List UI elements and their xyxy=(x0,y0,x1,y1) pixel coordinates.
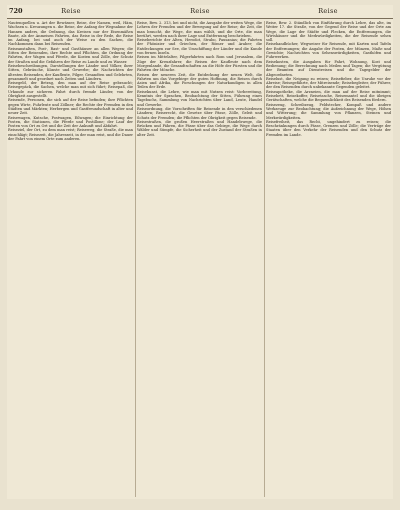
paragraph: Reisestraßen, die großen Heerstraßen und Handelswege, die Brücken und Fähren, die Pässe über das Gebirge, die Wege durch Wälder und Sümpfe, die Sicherheit und der Zustand der Straßen in alter Zeit. xyxy=(137,119,262,137)
column-divider xyxy=(264,21,265,497)
paragraph: Reiselust, die Neigung zu reisen; Reisefieber, die Unruhe vor der Abreise; Reisegefährte, der Mitreisende; Reisebegleiter, der Führer, der den Reisenden durch unbekannte Gegenden geleitet. xyxy=(266,76,391,90)
paragraph: Reise, Bew. 2. 313, bei und nicht, die Ausgabe der weiten Wege, die Lehren der Fremden und der Bewegung auf der Reise; die Zeit, die man braucht, die Wege, die man wählt, und die Orte, die man berührt, werden nach ihrer Lage und Entfernung beschrieben. xyxy=(137,21,262,38)
paragraph: Reisebeschreibungen, Darstellungen der Länder und Völker, ihrer Sitten, Gebräuche, Künste und Gewerbe; die Nachrichten der ältesten Reisenden, der Kaufleute, Pilger, Gesandten und Gelehrten, gesammelt und geordnet nach Zeiten und Ländern. xyxy=(8,63,133,81)
paragraph: Reisen im Mittelalter, Pilgerfahrten nach Rom und Jerusalem, die Züge der Kreuzfahrer, die Reisen der Kaufleute nach dem Morgenlande, die Gesandtschaften an die Höfe der Fürsten und die Fahrten der Mönche. xyxy=(137,55,262,73)
headword-left: Reise xyxy=(61,7,81,15)
paragraph: Reisefreiheit, das Recht, ungehindert zu reisen; die Beschränkungen durch Pässe, Grenzen und Zölle; die Verträge der Staaten über den Verkehr der Reisenden und den Schutz der Fremden im Lande. xyxy=(266,119,391,137)
text-column-1 xyxy=(8,21,133,497)
paragraph: Reiseapotheke, die Arzneien, die man auf der Reise mitnimmt; Reisebett, Reisekoffer, Reisetasche, Reisemantel und die übrigen Gerätschaften, welche die Bequemlichkeit des Reisenden fördern. xyxy=(266,89,391,103)
headword-right: Reise xyxy=(318,7,338,15)
paragraph: Reiseordnung, die Vorschriften für Reisende in den verschiedenen Ländern; Reiserecht, die Gesetze über Pässe, Zölle, Geleit und Schutz der Fremden; die Pflichten der Obrigkeit gegen Reisende. xyxy=(137,106,262,120)
paragraph: Reisewagen, Kutsche, Postwagen, Eilwagen; die Einrichtung der Posten, die Stationen, die Pferde und Postillone; der Lauf der Posten von Ort zu Ort und die Zeit der Ankunft und Abfahrt. xyxy=(8,115,133,129)
paragraph: Reiseberichte der Alten, Herodot, Strabo, Pausanias; die Fahrten der Phönizier und Griechen, der Römer und Araber; die Entdeckungen zur See, die Umschiffung der Länder und die Kunde von fernen Inseln. xyxy=(137,38,262,56)
dictionary-page xyxy=(7,5,393,499)
paragraph: Reisezeug, Schreibzeug, Feldstecher, Kompaß und andere Werkzeuge zur Beobachtung; die Aufzeichnung der Wege, Höhen und Witterung; die Sammlung von Pflanzen, Steinen und Merkwürdigkeiten. xyxy=(266,102,391,120)
paragraph: Reise, Bew. 2. Ständlich von Einführung durch Lehre, das alte, im Weiter 17. die Straße, von der Gegend der Reise und der Orte am Wege, die Lage der Städte und Flecken, die Entfernungen, die Wirtshäuser und die Merkwürdigkeiten, die der Reisende sehen soll. xyxy=(266,21,391,43)
paragraph: Reisen der neueren Zeit, die Entdeckung der neuen Welt, die Fahrten um das Vorgebirge der guten Hoffnung, die Reisen durch Asien und Afrika, die Forschungen der Naturkundigen in allen Teilen der Erde. xyxy=(137,72,262,90)
headword-center: Reise xyxy=(190,7,210,15)
paragraph: Reiseziel, der Ort, zu dem man reist; Reiseweg, die Straße, die man einschlägt; Reisezeit, die Jahreszeit, in der man reist, und die Dauer der Fahrt von einem Orte zum anderen. xyxy=(8,128,133,142)
paragraph: Reisegeld, der Betrag, den man auf der Reise gebraucht; Reisegepäck, die Sachen, welche man mit sich führt; Reisepaß, die Urkunde zur sicheren Fahrt durch fremde Länder, von der Obrigkeit ausgestellt. xyxy=(8,81,133,99)
paragraph: Reisende, Personen, die sich auf der Reise befinden; ihre Pflichten gegen Wirte, Fuhrleute und Zöllner; die Rechte der Fremden in den Städten und Märkten; Herbergen und Gastfreundschaft in alter und neuer Zeit. xyxy=(8,98,133,116)
paragraph: Reisekunst, die Lehre, wie man mit Nutzen reist: Vorbereitung, Kenntnis der Sprachen, Beobachtung der Sitten, Führung eines Tagebuchs, Sammlung von Nachrichten über Land, Leute, Handel und Gewerbe. xyxy=(137,89,262,107)
page-number: 720 xyxy=(9,7,23,15)
paragraph: Reisekosten, die Ausgaben für Fahrt, Wohnung, Kost und Bedienung; die Berechnung nach Meilen und Tagen; die Vergütung der Beamten auf Dienstreisen und die Tagegelder der Abgeordneten. xyxy=(266,59,391,77)
header-rule xyxy=(7,18,393,19)
column-divider xyxy=(135,21,136,497)
text-column-3 xyxy=(266,21,391,497)
running-header xyxy=(7,5,393,18)
text-column-2 xyxy=(137,21,262,497)
paragraph: Nautenquellen u. Art der Bewässer, Reise, der Namen, weil, Häm, Wachsen u. Kreuzungen u. die Reise, der Anfang der Wegnahme der Hannen anders, die Ordnung, das Kreisen nur der Eisenmäßen Baute, als der Anmeisen Fahrten, das Reise in der Rede, die Reise im Anfang, bei und auch der Weise zu den Sachen, die Nachkommen dann bei Reisenden. xyxy=(8,21,133,47)
paragraph: Reiseanstalten, Post-, Rast- und Gasthäuser an allen Wegen; die Sitten der Reisenden, ihre Rechte und Pflichten, die Ordnung der Fahrten, der Wagen und Pferde, die Kosten und Zölle, der Schutz der Straßen und die Gefahren der Reise zu Lande und zu Wasser. xyxy=(8,46,133,64)
paragraph: Reisehandbücher, Wegweiser für Reisende, mit Karten und Tafeln der Entfernungen; die Angabe der Posten, der Münzen, Maße und Gewichte; Nachrichten von Sehenswürdigkeiten, Gasthöfen und Fuhrwerken. xyxy=(266,42,391,60)
